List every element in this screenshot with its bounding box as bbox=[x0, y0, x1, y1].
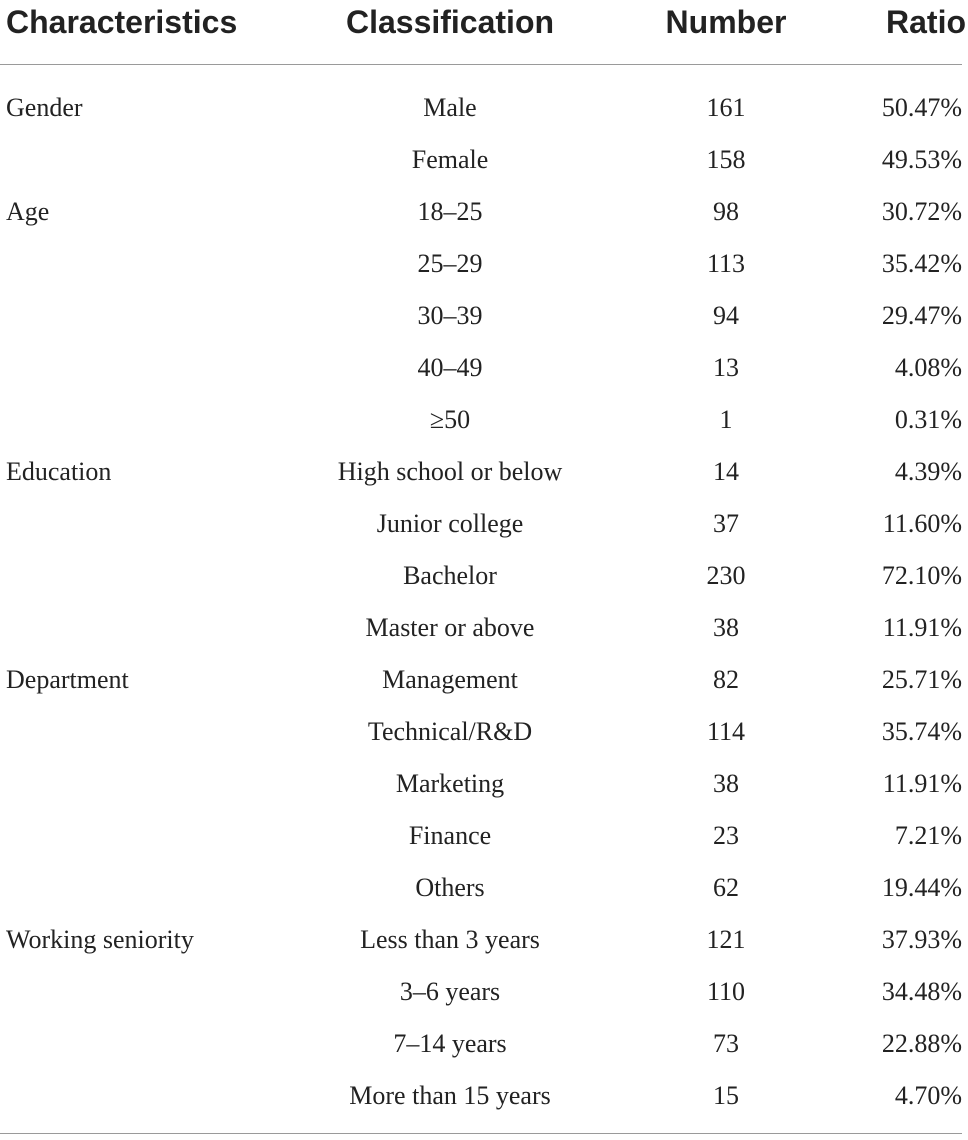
cell-classification: 3–6 years bbox=[399, 977, 501, 1006]
cell-number: 37 bbox=[713, 509, 739, 538]
cell-classification: 18–25 bbox=[417, 197, 483, 226]
table-row bbox=[0, 498, 968, 550]
cell-classification: 7–14 years bbox=[393, 1029, 507, 1058]
cell-number: 38 bbox=[713, 769, 739, 798]
cell-ratio: 11.91% bbox=[882, 613, 962, 642]
table-row bbox=[0, 966, 968, 1018]
cell-ratio: 29.47% bbox=[881, 301, 962, 330]
cell-characteristic: Department bbox=[6, 665, 129, 694]
cell-classification: High school or below bbox=[337, 457, 563, 486]
cell-ratio: 0.31% bbox=[894, 405, 962, 434]
cell-number: 38 bbox=[713, 613, 739, 642]
cell-number: 110 bbox=[706, 977, 746, 1006]
cell-number: 98 bbox=[713, 197, 739, 226]
cell-classification: Technical/R&D bbox=[367, 717, 533, 746]
cell-ratio: 37.93% bbox=[881, 925, 962, 954]
cell-number: 14 bbox=[713, 457, 739, 486]
cell-number: 114 bbox=[706, 717, 746, 746]
cell-ratio: 49.53% bbox=[881, 145, 962, 174]
cell-ratio: 35.74% bbox=[881, 717, 962, 746]
cell-classification: Others bbox=[415, 873, 485, 902]
cell-classification: 40–49 bbox=[417, 353, 483, 382]
table-row bbox=[0, 862, 968, 914]
cell-characteristic: Age bbox=[6, 197, 50, 226]
cell-classification: Master or above bbox=[365, 613, 535, 642]
cell-classification: Female bbox=[411, 145, 489, 174]
cell-ratio: 4.70% bbox=[894, 1081, 962, 1110]
table-row bbox=[0, 654, 968, 706]
table-row bbox=[0, 810, 968, 862]
cell-number: 82 bbox=[713, 665, 739, 694]
table-row bbox=[0, 758, 968, 810]
header-ratio: Ratio bbox=[886, 4, 966, 40]
cell-ratio: 4.39% bbox=[894, 457, 962, 486]
table-row bbox=[0, 82, 968, 134]
table-row bbox=[0, 238, 968, 290]
table-row bbox=[0, 550, 968, 602]
table-row bbox=[0, 446, 968, 498]
cell-number: 23 bbox=[713, 821, 739, 850]
table-row bbox=[0, 1070, 968, 1122]
header-divider bbox=[0, 64, 962, 65]
table-row bbox=[0, 342, 968, 394]
cell-classification: ≥50 bbox=[429, 405, 471, 434]
cell-number: 13 bbox=[713, 353, 739, 382]
cell-classification: Marketing bbox=[395, 769, 505, 798]
cell-classification: Finance bbox=[408, 821, 492, 850]
cell-number: 15 bbox=[713, 1081, 739, 1110]
cell-classification: Less than 3 years bbox=[360, 925, 540, 954]
cell-ratio: 7.21% bbox=[894, 821, 962, 850]
cell-ratio: 25.71% bbox=[881, 665, 962, 694]
table-row bbox=[0, 706, 968, 758]
header-number: Number bbox=[665, 4, 787, 40]
cell-ratio: 50.47% bbox=[881, 93, 962, 122]
cell-ratio: 11.60% bbox=[882, 509, 962, 538]
cell-characteristic: Education bbox=[6, 457, 112, 486]
cell-classification: Management bbox=[382, 665, 518, 694]
table-body bbox=[0, 82, 968, 1122]
cell-classification: Junior college bbox=[376, 509, 524, 538]
table-bottom-rule bbox=[0, 1133, 962, 1134]
cell-classification: Bachelor bbox=[403, 561, 497, 590]
cell-classification: More than 15 years bbox=[349, 1081, 551, 1110]
cell-number: 158 bbox=[706, 145, 746, 174]
cell-ratio: 4.08% bbox=[894, 353, 962, 382]
cell-number: 1 bbox=[719, 405, 733, 434]
cell-number: 94 bbox=[713, 301, 739, 330]
cell-ratio: 72.10% bbox=[881, 561, 962, 590]
header-characteristics: Characteristics bbox=[6, 4, 238, 40]
cell-number: 113 bbox=[706, 249, 746, 278]
cell-ratio: 30.72% bbox=[881, 197, 962, 226]
table-row bbox=[0, 290, 968, 342]
cell-classification: 30–39 bbox=[417, 301, 483, 330]
cell-number: 121 bbox=[706, 925, 746, 954]
table-row bbox=[0, 134, 968, 186]
cell-ratio: 34.48% bbox=[881, 977, 962, 1006]
cell-classification: Male bbox=[423, 93, 477, 122]
table-row bbox=[0, 394, 968, 446]
cell-characteristic: Working seniority bbox=[6, 925, 194, 954]
cell-characteristic: Gender bbox=[6, 93, 83, 122]
table-header bbox=[0, 0, 968, 64]
cell-ratio: 19.44% bbox=[881, 873, 962, 902]
cell-number: 73 bbox=[713, 1029, 739, 1058]
cell-ratio: 11.91% bbox=[882, 769, 962, 798]
cell-classification: 25–29 bbox=[417, 249, 483, 278]
cell-ratio: 35.42% bbox=[881, 249, 962, 278]
table-row bbox=[0, 914, 968, 966]
table-row bbox=[0, 1018, 968, 1070]
cell-number: 161 bbox=[706, 93, 746, 122]
cell-number: 62 bbox=[713, 873, 739, 902]
table-row bbox=[0, 186, 968, 238]
cell-ratio: 22.88% bbox=[881, 1029, 962, 1058]
table-row bbox=[0, 602, 968, 654]
cell-number: 230 bbox=[706, 561, 746, 590]
header-classification: Classification bbox=[345, 4, 555, 40]
